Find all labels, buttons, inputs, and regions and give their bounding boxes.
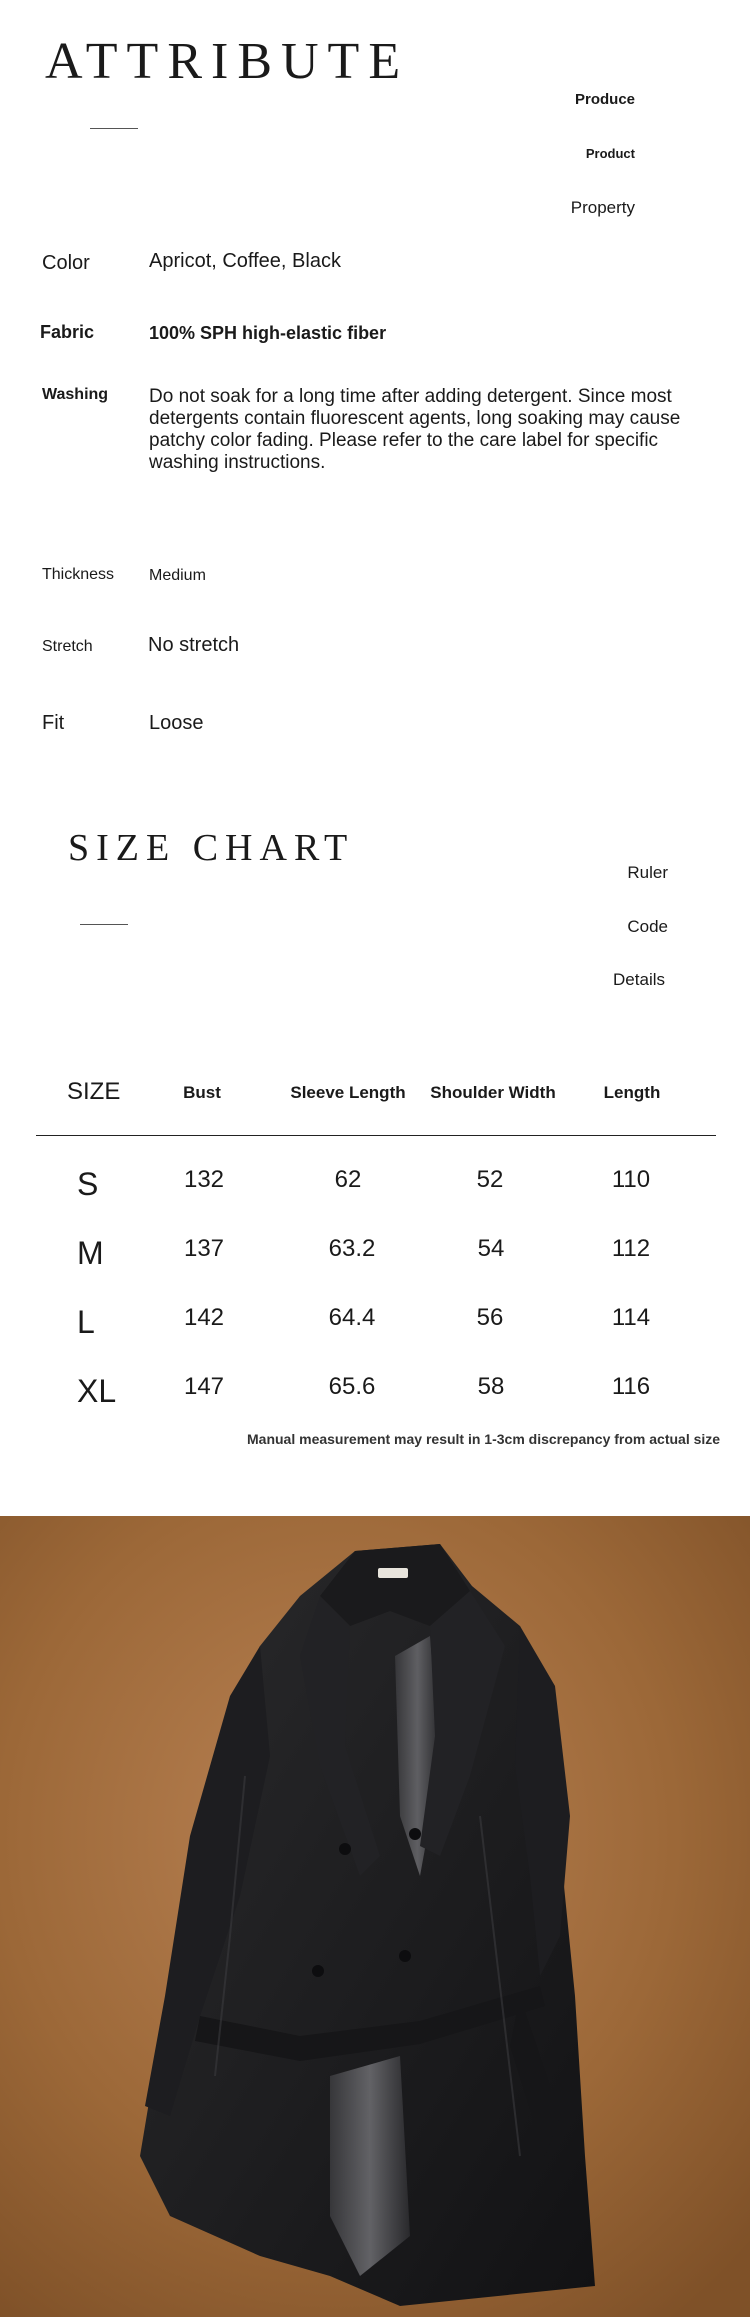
side-label-product: Product [585, 146, 635, 161]
attr-value-fit: Loose [149, 712, 204, 734]
sleeve-cell: 63.2 [328, 1235, 376, 1262]
attr-value-stretch: No stretch [148, 634, 240, 656]
bust-cell: 137 [183, 1235, 225, 1262]
shoulder-cell: 56 [476, 1304, 504, 1331]
size-table-header-size: SIZE [67, 1078, 121, 1105]
size-table-row [0, 1367, 750, 1437]
size-cell: S [77, 1166, 99, 1202]
size-table-header-shoulder: Shoulder Width [430, 1083, 556, 1102]
attr-label-fabric: Fabric [40, 322, 95, 342]
attribute-title: ATTRIBUTE [45, 33, 410, 90]
attr-value-thickness: Medium [149, 567, 206, 584]
length-cell: 110 [611, 1166, 651, 1193]
attr-value-fabric: 100% SPH high-elastic fiber [149, 323, 387, 343]
attr-value-washing: Do not soak for a long time after adding detergent. Since most detergents contain fluorescent agents, long soaking may cause patchy color fading. Please refer to the care label for specific washing instructions. [149, 386, 681, 473]
size-cell: XL [77, 1373, 117, 1409]
sleeve-cell: 65.6 [328, 1373, 376, 1400]
length-cell: 116 [611, 1373, 651, 1400]
size-chart-title-rule [80, 924, 128, 925]
attribute-title-rule [90, 128, 138, 129]
side-label-produce: Produce [574, 91, 635, 108]
size-table-header-bust: Bust [183, 1083, 221, 1102]
size-cell: M [77, 1235, 104, 1271]
side-label-property: Property [570, 198, 635, 217]
size-table-row [0, 1160, 750, 1230]
shoulder-cell: 54 [477, 1235, 505, 1262]
shoulder-cell: 58 [477, 1373, 505, 1400]
length-cell: 114 [611, 1304, 651, 1331]
side-label-ruler: Ruler [627, 863, 668, 882]
sleeve-cell: 64.4 [328, 1304, 376, 1331]
bust-cell: 132 [183, 1166, 225, 1193]
size-chart-title: SIZE CHART [68, 827, 355, 869]
size-table-header-sleeve: Sleeve Length [290, 1083, 406, 1102]
size-table-row [0, 1298, 750, 1368]
measurement-note: Manual measurement may result in 1-3cm discrepancy from actual size [247, 1431, 721, 1447]
side-label-code: Code [627, 917, 668, 936]
attr-label-color: Color [42, 252, 90, 274]
attr-label-thickness: Thickness [42, 566, 115, 583]
product-photo [0, 1516, 750, 2317]
size-table-row [0, 1229, 750, 1299]
size-cell: L [77, 1304, 95, 1340]
sleeve-cell: 62 [334, 1166, 362, 1193]
side-label-details: Details [613, 970, 665, 989]
bust-cell: 147 [183, 1373, 225, 1400]
length-cell: 112 [611, 1235, 651, 1262]
attr-label-stretch: Stretch [42, 638, 93, 655]
size-table-header-divider [36, 1135, 716, 1136]
bust-cell: 142 [183, 1304, 225, 1331]
coat-photo [0, 1516, 750, 2317]
size-table-header-length: Length [603, 1083, 661, 1102]
attr-value-color: Apricot, Coffee, Black [149, 250, 341, 272]
attr-label-washing: Washing [42, 386, 109, 403]
attr-label-fit: Fit [42, 712, 65, 734]
shoulder-cell: 52 [476, 1166, 504, 1193]
